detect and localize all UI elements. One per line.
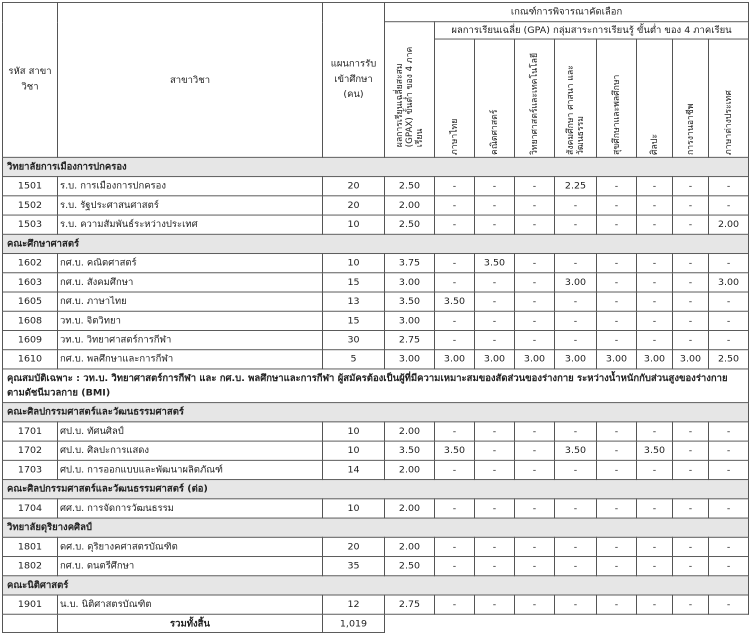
subject-min-gpa: - — [597, 177, 637, 196]
header-quota: แผนการรับ เข้าศึกษา (คน) — [323, 2, 385, 157]
subject-min-gpa: - — [709, 177, 749, 196]
program-quota: 20 — [323, 537, 385, 556]
program-quota: 30 — [323, 330, 385, 349]
program-code: 1801 — [3, 537, 58, 556]
header-gpa-group: ผลการเรียนเฉลี่ย (GPA) กลุ่มสาระการเรียนรู้ ขั้นต่ำ ของ 4 ภาคเรียน — [435, 22, 749, 39]
program-code: 1901 — [3, 595, 58, 614]
subject-min-gpa: - — [673, 177, 709, 196]
subject-min-gpa: - — [435, 273, 475, 292]
subject-min-gpa: - — [673, 292, 709, 311]
subject-min-gpa: - — [555, 311, 597, 330]
program-name: ศป.บ. ทัศนศิลป์ — [58, 422, 323, 441]
subject-min-gpa: - — [515, 215, 555, 234]
subject-min-gpa: 3.50 — [435, 292, 475, 311]
subject-min-gpa: - — [475, 273, 515, 292]
subject-min-gpa: - — [435, 215, 475, 234]
program-code: 1502 — [3, 196, 58, 215]
subject-min-gpa: - — [597, 441, 637, 460]
subject-min-gpa: - — [597, 595, 637, 614]
subject-min-gpa: - — [555, 460, 597, 479]
subject-min-gpa: - — [475, 422, 515, 441]
program-quota: 10 — [323, 422, 385, 441]
program-name: ดศ.บ. ดุริยางคศาสตรบัณฑิต — [58, 537, 323, 556]
program-code: 1501 — [3, 177, 58, 196]
section-header-row — [3, 157, 749, 176]
program-name: ศศ.บ. การจัดการวัฒนธรรม — [58, 499, 323, 518]
subject-min-gpa: - — [673, 311, 709, 330]
subject-min-gpa: - — [475, 557, 515, 576]
subject-min-gpa: - — [435, 196, 475, 215]
table-row — [3, 196, 749, 215]
header-subject — [555, 39, 597, 157]
subject-min-gpa: - — [637, 273, 673, 292]
subject-min-gpa: - — [637, 595, 673, 614]
table-row — [3, 441, 749, 460]
program-name: ศป.บ. การออกแบบและพัฒนาผลิตภัณฑ์ — [58, 460, 323, 479]
subject-min-gpa: 3.00 — [515, 350, 555, 369]
program-gpax: 2.50 — [385, 177, 435, 196]
table-row — [3, 537, 749, 556]
program-gpax: 3.00 — [385, 311, 435, 330]
subject-min-gpa: - — [475, 330, 515, 349]
header-criteria: เกณฑ์การพิจารณาคัดเลือก — [385, 2, 749, 21]
subject-min-gpa: - — [709, 422, 749, 441]
subject-min-gpa: - — [515, 557, 555, 576]
subject-min-gpa: - — [597, 422, 637, 441]
subject-min-gpa: - — [435, 595, 475, 614]
program-name: กศ.บ. พลศึกษาและการกีฬา — [58, 350, 323, 369]
program-quota: 20 — [323, 196, 385, 215]
table-row — [3, 422, 749, 441]
subject-min-gpa: - — [597, 196, 637, 215]
admission-criteria-table — [2, 2, 749, 633]
total-value: 1,019 — [323, 614, 385, 632]
subject-min-gpa: - — [673, 273, 709, 292]
subject-min-gpa: 2.00 — [709, 215, 749, 234]
subject-min-gpa: - — [637, 177, 673, 196]
subject-min-gpa: - — [515, 460, 555, 479]
program-code: 1802 — [3, 557, 58, 576]
program-gpax: 3.75 — [385, 254, 435, 273]
header-subject-label: ศิลปะ — [649, 133, 660, 155]
program-quota: 15 — [323, 273, 385, 292]
program-name: ร.บ. ความสัมพันธ์ระหว่างประเทศ — [58, 215, 323, 234]
table-row — [3, 254, 749, 273]
program-quota: 10 — [323, 215, 385, 234]
program-gpax: 2.00 — [385, 537, 435, 556]
table-row — [3, 460, 749, 479]
header-subject — [709, 39, 749, 157]
subject-min-gpa: - — [673, 330, 709, 349]
subject-min-gpa: 3.00 — [555, 273, 597, 292]
program-quota: 13 — [323, 292, 385, 311]
subject-min-gpa: 3.00 — [597, 350, 637, 369]
subject-min-gpa: - — [515, 196, 555, 215]
section-header-row — [3, 518, 749, 537]
program-gpax: 3.50 — [385, 292, 435, 311]
subject-min-gpa: - — [475, 595, 515, 614]
subject-min-gpa: - — [555, 422, 597, 441]
section-header-row — [3, 576, 749, 595]
program-gpax: 2.75 — [385, 595, 435, 614]
table-row — [3, 557, 749, 576]
program-quota: 5 — [323, 350, 385, 369]
program-code: 1610 — [3, 350, 58, 369]
subject-min-gpa: - — [515, 292, 555, 311]
subject-min-gpa: - — [515, 441, 555, 460]
subject-min-gpa: - — [555, 215, 597, 234]
program-quota: 12 — [323, 595, 385, 614]
table-row — [3, 273, 749, 292]
header-subject-label: คณิตศาสตร์ — [489, 109, 500, 155]
program-code: 1602 — [3, 254, 58, 273]
subject-min-gpa: - — [555, 330, 597, 349]
subject-min-gpa: - — [555, 537, 597, 556]
program-code: 1605 — [3, 292, 58, 311]
subject-min-gpa: - — [515, 177, 555, 196]
subject-min-gpa: 3.00 — [637, 350, 673, 369]
subject-min-gpa: - — [673, 460, 709, 479]
subject-min-gpa: - — [709, 595, 749, 614]
subject-min-gpa: 3.00 — [673, 350, 709, 369]
subject-min-gpa: - — [709, 330, 749, 349]
note-row — [3, 369, 749, 403]
program-name: น.บ. นิติศาสตรบัณฑิต — [58, 595, 323, 614]
subject-min-gpa: - — [709, 254, 749, 273]
program-quota: 20 — [323, 177, 385, 196]
program-gpax: 2.00 — [385, 196, 435, 215]
subject-min-gpa: - — [555, 557, 597, 576]
subject-min-gpa: - — [673, 254, 709, 273]
table-row — [3, 215, 749, 234]
subject-min-gpa: - — [555, 499, 597, 518]
subject-min-gpa: - — [515, 273, 555, 292]
subject-min-gpa: - — [597, 499, 637, 518]
subject-min-gpa: - — [597, 254, 637, 273]
program-gpax: 2.50 — [385, 215, 435, 234]
subject-min-gpa: 3.50 — [475, 254, 515, 273]
program-quota: 15 — [323, 311, 385, 330]
program-quota: 14 — [323, 460, 385, 479]
subject-min-gpa: - — [475, 177, 515, 196]
subject-min-gpa: - — [637, 196, 673, 215]
subject-min-gpa: - — [435, 537, 475, 556]
program-gpax: 2.50 — [385, 557, 435, 576]
subject-min-gpa: - — [475, 537, 515, 556]
program-code: 1703 — [3, 460, 58, 479]
subject-min-gpa: - — [475, 311, 515, 330]
subject-min-gpa: - — [435, 254, 475, 273]
subject-min-gpa: - — [515, 254, 555, 273]
subject-min-gpa: - — [597, 330, 637, 349]
subject-min-gpa: - — [475, 215, 515, 234]
subject-min-gpa: 3.00 — [555, 350, 597, 369]
subject-min-gpa: - — [555, 292, 597, 311]
header-subject — [597, 39, 637, 157]
program-quota: 10 — [323, 441, 385, 460]
subject-min-gpa: 3.00 — [475, 350, 515, 369]
subject-min-gpa: - — [709, 292, 749, 311]
subject-min-gpa: - — [597, 311, 637, 330]
header-subject-label: สังคมศึกษา ศาสนา และวัฒนธรรม — [565, 65, 586, 155]
subject-min-gpa: 2.50 — [709, 350, 749, 369]
subject-min-gpa: - — [637, 422, 673, 441]
subject-min-gpa: - — [555, 595, 597, 614]
subject-min-gpa: - — [709, 441, 749, 460]
program-gpax: 3.50 — [385, 441, 435, 460]
table-row — [3, 350, 749, 369]
subject-min-gpa: - — [637, 499, 673, 518]
subject-min-gpa: - — [515, 311, 555, 330]
subject-min-gpa: - — [597, 460, 637, 479]
subject-min-gpa: - — [709, 460, 749, 479]
program-code: 1702 — [3, 441, 58, 460]
table-row — [3, 595, 749, 614]
subject-min-gpa: - — [709, 311, 749, 330]
header-subject — [673, 39, 709, 157]
subject-min-gpa: - — [597, 215, 637, 234]
subject-min-gpa: - — [637, 311, 673, 330]
table-row — [3, 499, 749, 518]
subject-min-gpa: - — [597, 273, 637, 292]
table-row — [3, 330, 749, 349]
subject-min-gpa: - — [637, 215, 673, 234]
program-quota: 35 — [323, 557, 385, 576]
subject-min-gpa: - — [673, 557, 709, 576]
header-subject-label: ภาษาต่างประเทศ — [723, 90, 734, 155]
subject-min-gpa: - — [475, 460, 515, 479]
subject-min-gpa: - — [515, 537, 555, 556]
section-header-row — [3, 480, 749, 499]
subject-min-gpa: - — [475, 292, 515, 311]
total-rest — [385, 614, 749, 632]
program-code: 1701 — [3, 422, 58, 441]
subject-min-gpa: - — [637, 330, 673, 349]
program-gpax: 2.00 — [385, 422, 435, 441]
subject-min-gpa: 3.50 — [435, 441, 475, 460]
total-row — [3, 614, 749, 632]
subject-min-gpa: - — [597, 557, 637, 576]
program-gpax: 2.75 — [385, 330, 435, 349]
table-row — [3, 292, 749, 311]
subject-min-gpa: - — [435, 499, 475, 518]
subject-min-gpa: - — [435, 460, 475, 479]
subject-min-gpa: - — [673, 196, 709, 215]
subject-min-gpa: - — [475, 441, 515, 460]
subject-min-gpa: - — [709, 499, 749, 518]
header-subject — [637, 39, 673, 157]
program-name: กศ.บ. คณิตศาสตร์ — [58, 254, 323, 273]
subject-min-gpa: - — [637, 460, 673, 479]
subject-min-gpa: - — [435, 330, 475, 349]
table-row — [3, 311, 749, 330]
section-title: วิทยาลัยดุริยางคศิลป์ — [3, 518, 749, 537]
program-name: ร.บ. รัฐประศาสนศาสตร์ — [58, 196, 323, 215]
subject-min-gpa: - — [515, 499, 555, 518]
program-gpax: 2.00 — [385, 460, 435, 479]
header-subject — [475, 39, 515, 157]
header-subject-label: ภาษาไทย — [449, 118, 460, 155]
subject-min-gpa: 2.25 — [555, 177, 597, 196]
subject-min-gpa: - — [597, 292, 637, 311]
program-code: 1608 — [3, 311, 58, 330]
subject-min-gpa: - — [709, 557, 749, 576]
section-title: คณะศิลปกรรมศาสตร์และวัฒนธรรมศาสตร์ (ต่อ) — [3, 480, 749, 499]
subject-min-gpa: - — [435, 422, 475, 441]
section-title: วิทยาลัยการเมืองการปกครอง — [3, 157, 749, 176]
subject-min-gpa: - — [435, 177, 475, 196]
program-code: 1609 — [3, 330, 58, 349]
subject-min-gpa: - — [637, 254, 673, 273]
subject-min-gpa: - — [709, 537, 749, 556]
subject-min-gpa: - — [673, 499, 709, 518]
header-subject — [515, 39, 555, 157]
subject-min-gpa: 3.00 — [435, 350, 475, 369]
program-name: กศ.บ. ดนตรีศึกษา — [58, 557, 323, 576]
program-quota: 10 — [323, 499, 385, 518]
program-name: กศ.บ. สังคมศึกษา — [58, 273, 323, 292]
subject-min-gpa: - — [475, 499, 515, 518]
program-name: ศป.บ. ศิลปะการแสดง — [58, 441, 323, 460]
header-subject — [435, 39, 475, 157]
header-subject-label: การงานอาชีพ — [685, 103, 696, 155]
header-subject-label: สุขศึกษาและพลศึกษา — [611, 74, 622, 155]
program-code: 1603 — [3, 273, 58, 292]
subject-min-gpa: - — [637, 557, 673, 576]
header-gpax-label: ผลการเรียนเฉลี่ยสะสม (GPAX) ขั้นต่ำ ของ 4 ภาคเรียน — [394, 46, 425, 148]
subject-min-gpa: - — [515, 330, 555, 349]
subject-min-gpa: - — [673, 441, 709, 460]
subject-min-gpa: - — [435, 311, 475, 330]
program-gpax: 2.00 — [385, 499, 435, 518]
header-gpax — [385, 22, 435, 158]
subject-min-gpa: 3.00 — [709, 273, 749, 292]
header-major: สาขาวิชา — [58, 2, 323, 157]
program-name: วท.บ. จิตวิทยา — [58, 311, 323, 330]
total-label: รวมทั้งสิ้น — [58, 614, 323, 632]
section-title: คณะศิลปกรรมศาสตร์และวัฒนธรรมศาสตร์ — [3, 403, 749, 422]
subject-min-gpa: - — [555, 254, 597, 273]
subject-min-gpa: - — [597, 537, 637, 556]
header-subject-label: วิทยาศาสตร์และเทคโนโลยี — [529, 52, 540, 155]
table-row — [3, 177, 749, 196]
program-quota: 10 — [323, 254, 385, 273]
subject-min-gpa: 3.50 — [637, 441, 673, 460]
total-spacer — [3, 614, 58, 632]
program-name: ร.บ. การเมืองการปกครอง — [58, 177, 323, 196]
subject-min-gpa: - — [673, 215, 709, 234]
subject-min-gpa: - — [673, 537, 709, 556]
section-title: คณะศึกษาศาสตร์ — [3, 234, 749, 253]
section-header-row — [3, 234, 749, 253]
section-title: คณะนิติศาสตร์ — [3, 576, 749, 595]
program-code: 1503 — [3, 215, 58, 234]
subject-min-gpa: - — [435, 557, 475, 576]
subject-min-gpa: - — [637, 292, 673, 311]
section-header-row — [3, 403, 749, 422]
subject-min-gpa: - — [673, 595, 709, 614]
program-gpax: 3.00 — [385, 273, 435, 292]
subject-min-gpa: - — [673, 422, 709, 441]
header-code: รหัส สาขาวิชา — [3, 2, 58, 157]
subject-min-gpa: - — [637, 537, 673, 556]
subject-min-gpa: - — [555, 196, 597, 215]
subject-min-gpa: - — [475, 196, 515, 215]
subject-min-gpa: 3.50 — [555, 441, 597, 460]
program-name: วท.บ. วิทยาศาสตร์การกีฬา — [58, 330, 323, 349]
program-name: กศ.บ. ภาษาไทย — [58, 292, 323, 311]
special-qualification-note: คุณสมบัติเฉพาะ : วท.บ. วิทยาศาสตร์การกีฬา และ กศ.บ. พลศึกษาและการกีฬา ผู้สมัครต้องเป็นผู้ที่มีความเหมาะสมของสัดส่วนของร่างกาย ระหว่างน้ำหนักกับส่วนสูงของร่างกาย ตามดัชนีมวลกาย (BMI) — [3, 369, 749, 403]
program-gpax: 3.00 — [385, 350, 435, 369]
subject-min-gpa: - — [709, 196, 749, 215]
subject-min-gpa: - — [515, 422, 555, 441]
subject-min-gpa: - — [515, 595, 555, 614]
program-code: 1704 — [3, 499, 58, 518]
